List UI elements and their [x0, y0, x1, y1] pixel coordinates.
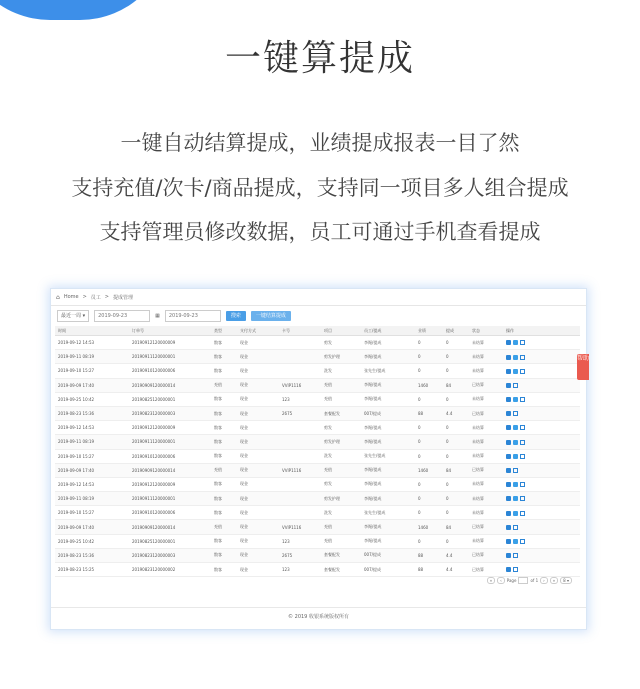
table-cell: 张先生/提成: [361, 506, 415, 520]
table-cell: 2019-09-09 17:40: [55, 463, 129, 477]
row-actions: [503, 406, 580, 420]
table-row: [55, 477, 580, 491]
breadcrumb-separator: >: [82, 294, 87, 300]
breadcrumb-separator: >: [104, 294, 109, 300]
table-cell: 剪发: [321, 421, 361, 435]
table-cell: 007/提成: [361, 406, 415, 420]
table-cell: 2019-09-11 08:19: [55, 435, 129, 449]
table-cell: 0: [415, 506, 443, 520]
edit-icon[interactable]: [520, 454, 525, 459]
page-of-label: of 1: [530, 578, 539, 583]
table-cell: 现金: [237, 392, 279, 406]
table-cell: 0: [415, 421, 443, 435]
row-actions: [503, 520, 580, 534]
breadcrumb-home[interactable]: Home: [63, 294, 79, 300]
edit-icon[interactable]: [513, 411, 518, 416]
table-row: [55, 435, 580, 449]
table-cell: 李绳/提成: [361, 477, 415, 491]
table-cell: VVIP1116: [279, 378, 321, 392]
table-row: [55, 406, 580, 420]
table-cell: 2675: [279, 548, 321, 562]
table-cell: [279, 336, 321, 350]
table-cell: 充值: [211, 378, 237, 392]
column-header: 支付方式: [237, 326, 279, 336]
row-actions: [503, 336, 580, 350]
edit-icon[interactable]: [520, 440, 525, 445]
table-cell: 洗发: [321, 364, 361, 378]
table-cell: 未结算: [469, 435, 503, 449]
table-cell: 现金: [237, 520, 279, 534]
delete-icon[interactable]: [513, 496, 518, 501]
table-cell: 已结算: [469, 378, 503, 392]
table-cell: 李绳/提成: [361, 463, 415, 477]
edit-icon[interactable]: [520, 539, 525, 544]
table-cell: 剪发护理: [321, 492, 361, 506]
table-cell: 84: [443, 378, 469, 392]
table-cell: 20190909120000014: [129, 463, 211, 477]
table-row: [55, 392, 580, 406]
table-row: [55, 350, 580, 364]
table-cell: [279, 350, 321, 364]
table-cell: 20190823120000003: [129, 406, 211, 420]
edit-icon[interactable]: [520, 369, 525, 374]
table-cell: 现金: [237, 492, 279, 506]
delete-icon[interactable]: [513, 425, 518, 430]
table-cell: 20190910120000006: [129, 506, 211, 520]
table-cell: 2019-09-25 10:42: [55, 392, 129, 406]
table-cell: 20190912120000009: [129, 421, 211, 435]
table-cell: 20190825120000001: [129, 534, 211, 548]
delete-icon[interactable]: [513, 454, 518, 459]
table-cell: 散客: [211, 336, 237, 350]
view-icon[interactable]: [506, 340, 511, 345]
table-cell: 2675: [279, 406, 321, 420]
table-cell: [279, 492, 321, 506]
table-cell: 0: [415, 364, 443, 378]
table-cell: 0: [415, 534, 443, 548]
table-cell: [279, 449, 321, 463]
column-header: 时间: [55, 326, 129, 336]
table-cell: 张先生/提成: [361, 364, 415, 378]
table-cell: 散客: [211, 492, 237, 506]
table-cell: 散客: [211, 548, 237, 562]
table-cell: 李绳/提成: [361, 378, 415, 392]
table-cell: 0: [415, 492, 443, 506]
filter-toolbar: [51, 306, 586, 326]
table-cell: 现金: [237, 421, 279, 435]
view-icon[interactable]: [506, 525, 511, 530]
delete-icon[interactable]: [513, 340, 518, 345]
view-icon[interactable]: [506, 511, 511, 516]
delete-icon[interactable]: [513, 482, 518, 487]
view-icon[interactable]: [506, 496, 511, 501]
table-cell: 套餐配发: [321, 406, 361, 420]
column-header: 订单号: [129, 326, 211, 336]
table-cell: 散客: [211, 506, 237, 520]
delete-icon[interactable]: [513, 355, 518, 360]
table-cell: 4.4: [443, 548, 469, 562]
view-icon[interactable]: [506, 468, 511, 473]
column-header: 项目: [321, 326, 361, 336]
row-actions: [503, 477, 580, 491]
table-cell: 现金: [237, 506, 279, 520]
table-cell: 2019-08-23 15:25: [55, 563, 129, 577]
table-cell: 0: [443, 506, 469, 520]
table-row: [55, 449, 580, 463]
feature-line-1: 一键自动结算提成，业绩提成报表一目了然: [120, 131, 520, 155]
view-icon[interactable]: [506, 369, 511, 374]
table-cell: 2019-09-09 17:40: [55, 520, 129, 534]
table-cell: 20190912120000009: [129, 477, 211, 491]
table-cell: 0: [443, 435, 469, 449]
column-header: 类型: [211, 326, 237, 336]
table-cell: 0: [443, 364, 469, 378]
home-icon[interactable]: ⌂: [56, 293, 60, 301]
row-actions: [503, 350, 580, 364]
table-cell: 2019-09-11 08:19: [55, 492, 129, 506]
table-cell: 0: [443, 477, 469, 491]
last-page-button[interactable]: »: [550, 577, 558, 584]
table-row: [55, 421, 580, 435]
table-cell: 2019-09-12 14:53: [55, 477, 129, 491]
table-cell: 1460: [415, 463, 443, 477]
table-cell: [279, 506, 321, 520]
table-cell: 散客: [211, 449, 237, 463]
view-icon[interactable]: [506, 440, 511, 445]
edit-icon[interactable]: [513, 525, 518, 530]
settle-commission-button[interactable]: 一键结算提成: [251, 311, 291, 321]
table-cell: 剪发: [321, 477, 361, 491]
delete-icon[interactable]: [513, 397, 518, 402]
breadcrumb: [51, 289, 586, 306]
table-cell: 20190823120000002: [129, 563, 211, 577]
table-cell: 现金: [237, 463, 279, 477]
table-cell: 20190912120000009: [129, 336, 211, 350]
table-cell: 0: [443, 392, 469, 406]
table-cell: 未结算: [469, 336, 503, 350]
table-cell: 4.4: [443, 406, 469, 420]
table-row: [55, 506, 580, 520]
delete-icon[interactable]: [513, 511, 518, 516]
table-cell: VVIP1116: [279, 463, 321, 477]
table-cell: 4.4: [443, 563, 469, 577]
table-cell: 散客: [211, 406, 237, 420]
table-cell: 套餐配发: [321, 548, 361, 562]
table-cell: 20190825120000001: [129, 392, 211, 406]
table-cell: 20190909120000014: [129, 520, 211, 534]
view-icon[interactable]: [506, 411, 511, 416]
table-cell: 0: [443, 421, 469, 435]
edit-icon[interactable]: [513, 553, 518, 558]
table-cell: [279, 477, 321, 491]
edit-icon[interactable]: [520, 425, 525, 430]
edit-icon[interactable]: [513, 383, 518, 388]
table-cell: 未结算: [469, 534, 503, 548]
row-actions: [503, 421, 580, 435]
decorative-corner-arc: [0, 0, 170, 20]
table-cell: 007/提成: [361, 563, 415, 577]
view-icon[interactable]: [506, 482, 511, 487]
commission-table: [55, 326, 580, 577]
table-cell: 已结算: [469, 563, 503, 577]
table-cell: 0: [415, 477, 443, 491]
table-cell: 2019-08-23 15:36: [55, 406, 129, 420]
table-cell: 1460: [415, 520, 443, 534]
table-cell: 已结算: [469, 548, 503, 562]
table-cell: 20190911120000001: [129, 492, 211, 506]
edit-icon[interactable]: [520, 355, 525, 360]
table-cell: 2019-09-10 15:27: [55, 364, 129, 378]
table-cell: 84: [443, 463, 469, 477]
table-cell: [279, 435, 321, 449]
table-cell: 0: [443, 492, 469, 506]
table-cell: 2019-08-23 15:36: [55, 548, 129, 562]
table-cell: 未结算: [469, 492, 503, 506]
breadcrumb-level2: 提成管理: [113, 294, 134, 301]
table-cell: 充值: [321, 534, 361, 548]
table-cell: 现金: [237, 563, 279, 577]
table-row: [55, 364, 580, 378]
app-screenshot-card: [50, 288, 587, 630]
footer: © 2019 收银系统版权所有: [51, 607, 586, 620]
table-cell: 散客: [211, 350, 237, 364]
column-header: 员工/提成: [361, 326, 415, 336]
table-cell: 2019-09-25 10:42: [55, 534, 129, 548]
table-cell: [279, 421, 321, 435]
edit-icon[interactable]: [513, 468, 518, 473]
edit-icon[interactable]: [520, 340, 525, 345]
table-cell: 现金: [237, 477, 279, 491]
table-cell: 洗发: [321, 506, 361, 520]
table-cell: 88: [415, 548, 443, 562]
table-cell: 现金: [237, 336, 279, 350]
delete-icon[interactable]: [513, 440, 518, 445]
table-cell: 0: [415, 336, 443, 350]
row-actions: [503, 534, 580, 548]
table-cell: 2019-09-12 14:53: [55, 336, 129, 350]
table-cell: 现金: [237, 350, 279, 364]
column-header: 提成: [443, 326, 469, 336]
row-actions: [503, 364, 580, 378]
view-icon[interactable]: [506, 355, 511, 360]
column-header: 卡号: [279, 326, 321, 336]
next-page-button[interactable]: ›: [540, 577, 548, 584]
table-cell: 散客: [211, 534, 237, 548]
table-cell: 未结算: [469, 449, 503, 463]
table-cell: 现金: [237, 534, 279, 548]
table-cell: 现金: [237, 364, 279, 378]
table-cell: [279, 364, 321, 378]
date-to-input[interactable]: 2019-09-23: [165, 310, 221, 322]
table-cell: 0: [415, 449, 443, 463]
table-cell: 李绳/提成: [361, 421, 415, 435]
feature-line-2: 支持充值/次卡/商品提成，支持同一项目多人组合提成: [71, 176, 569, 200]
row-actions: [503, 449, 580, 463]
table-cell: 20190910120000006: [129, 449, 211, 463]
table-cell: 123: [279, 563, 321, 577]
table-cell: 84: [443, 520, 469, 534]
table-cell: 现金: [237, 406, 279, 420]
table-cell: 007/提成: [361, 548, 415, 562]
row-actions: [503, 378, 580, 392]
row-actions: [503, 548, 580, 562]
row-actions: [503, 392, 580, 406]
row-actions: [503, 463, 580, 477]
table-cell: 散客: [211, 435, 237, 449]
row-actions: [503, 506, 580, 520]
table-body: [55, 336, 580, 577]
table-cell: 剪发护理: [321, 350, 361, 364]
page-label: Page: [506, 578, 517, 583]
table-cell: 88: [415, 563, 443, 577]
page-number-input[interactable]: [518, 577, 528, 584]
table-cell: 2019-09-09 17:40: [55, 378, 129, 392]
first-page-button[interactable]: «: [487, 577, 495, 584]
table-row: [55, 378, 580, 392]
column-header: 业绩: [415, 326, 443, 336]
table-cell: 散客: [211, 477, 237, 491]
table-cell: 充值: [211, 463, 237, 477]
table-row: [55, 534, 580, 548]
view-icon[interactable]: [506, 567, 511, 572]
table-cell: 套餐配发: [321, 563, 361, 577]
prev-page-button[interactable]: ‹: [497, 577, 505, 584]
table-cell: 未结算: [469, 506, 503, 520]
table-cell: 已结算: [469, 520, 503, 534]
table-cell: 现金: [237, 435, 279, 449]
table-cell: 散客: [211, 563, 237, 577]
row-actions: [503, 563, 580, 577]
pagination: [487, 577, 572, 584]
view-icon[interactable]: [506, 425, 511, 430]
date-from-input[interactable]: 2019-09-23: [94, 310, 150, 322]
edit-icon[interactable]: [520, 511, 525, 516]
table-cell: 2019-09-12 14:53: [55, 421, 129, 435]
calendar-icon[interactable]: ▦: [155, 313, 160, 319]
table-cell: 20190910120000006: [129, 364, 211, 378]
page-size-select[interactable]: 8 ▾: [560, 577, 572, 584]
edit-icon[interactable]: [513, 567, 518, 572]
table-cell: 散客: [211, 421, 237, 435]
table-row: [55, 520, 580, 534]
table-row: [55, 563, 580, 577]
help-side-tab[interactable]: 帮助: [577, 354, 589, 380]
table-cell: 1460: [415, 378, 443, 392]
hero-title: 一键算提成: [224, 38, 415, 79]
table-row: [55, 548, 580, 562]
table-cell: 现金: [237, 548, 279, 562]
table-cell: 2019-09-11 08:19: [55, 350, 129, 364]
table-cell: 20190911120000001: [129, 435, 211, 449]
table-cell: 未结算: [469, 421, 503, 435]
breadcrumb-level1[interactable]: 员工: [90, 294, 101, 301]
table-cell: 李绳/提成: [361, 492, 415, 506]
table-cell: 2019-09-10 15:27: [55, 449, 129, 463]
table-cell: 剪发护理: [321, 435, 361, 449]
table-cell: 0: [443, 534, 469, 548]
edit-icon[interactable]: [520, 397, 525, 402]
row-actions: [503, 435, 580, 449]
table-cell: 88: [415, 406, 443, 420]
table-cell: 0: [443, 449, 469, 463]
table-cell: 已结算: [469, 406, 503, 420]
table-row: [55, 492, 580, 506]
table-cell: 0: [415, 435, 443, 449]
table-cell: 充值: [321, 392, 361, 406]
table-cell: 李绳/提成: [361, 534, 415, 548]
view-icon[interactable]: [506, 553, 511, 558]
table-cell: 未结算: [469, 477, 503, 491]
table-cell: 20190823120000003: [129, 548, 211, 562]
table-cell: 现金: [237, 378, 279, 392]
table-cell: 充值: [321, 378, 361, 392]
edit-icon[interactable]: [520, 482, 525, 487]
table-cell: 充值: [321, 463, 361, 477]
table-cell: 洗发: [321, 449, 361, 463]
column-header: 状态: [469, 326, 503, 336]
view-icon[interactable]: [506, 397, 511, 402]
table-cell: 已结算: [469, 463, 503, 477]
table-cell: VVIP1116: [279, 520, 321, 534]
table-cell: 散客: [211, 364, 237, 378]
table-cell: 未结算: [469, 392, 503, 406]
table-cell: 未结算: [469, 350, 503, 364]
table-cell: 散客: [211, 392, 237, 406]
table-row: [55, 463, 580, 477]
table-cell: 李绳/提成: [361, 350, 415, 364]
column-header: 操作: [503, 326, 580, 336]
view-icon[interactable]: [506, 383, 511, 388]
table-cell: 0: [415, 350, 443, 364]
delete-icon[interactable]: [513, 539, 518, 544]
table-cell: 0: [443, 336, 469, 350]
table-cell: 0: [415, 392, 443, 406]
table-cell: 20190911120000001: [129, 350, 211, 364]
table-cell: 123: [279, 392, 321, 406]
edit-icon[interactable]: [520, 496, 525, 501]
table-cell: 充值: [211, 520, 237, 534]
table-cell: 未结算: [469, 364, 503, 378]
feature-line-3: 支持管理员修改数据，员工可通过手机查看提成: [99, 220, 541, 244]
row-actions: [503, 492, 580, 506]
table-cell: 充值: [321, 520, 361, 534]
view-icon[interactable]: [506, 454, 511, 459]
table-header-row: [55, 326, 580, 336]
delete-icon[interactable]: [513, 369, 518, 374]
table-cell: 20190909120000014: [129, 378, 211, 392]
search-button[interactable]: 搜索: [226, 311, 246, 321]
table-cell: 123: [279, 534, 321, 548]
table-cell: 张先生/提成: [361, 449, 415, 463]
table-cell: 剪发: [321, 336, 361, 350]
view-icon[interactable]: [506, 539, 511, 544]
table-row: [55, 336, 580, 350]
table-cell: 李绳/提成: [361, 435, 415, 449]
table-cell: 2019-09-10 15:27: [55, 506, 129, 520]
table-cell: 现金: [237, 449, 279, 463]
table-cell: 李绳/提成: [361, 520, 415, 534]
range-select[interactable]: 最近一周 ▾: [57, 310, 89, 322]
table-cell: 李绳/提成: [361, 336, 415, 350]
table-cell: 0: [443, 350, 469, 364]
table-cell: 李绳/提成: [361, 392, 415, 406]
